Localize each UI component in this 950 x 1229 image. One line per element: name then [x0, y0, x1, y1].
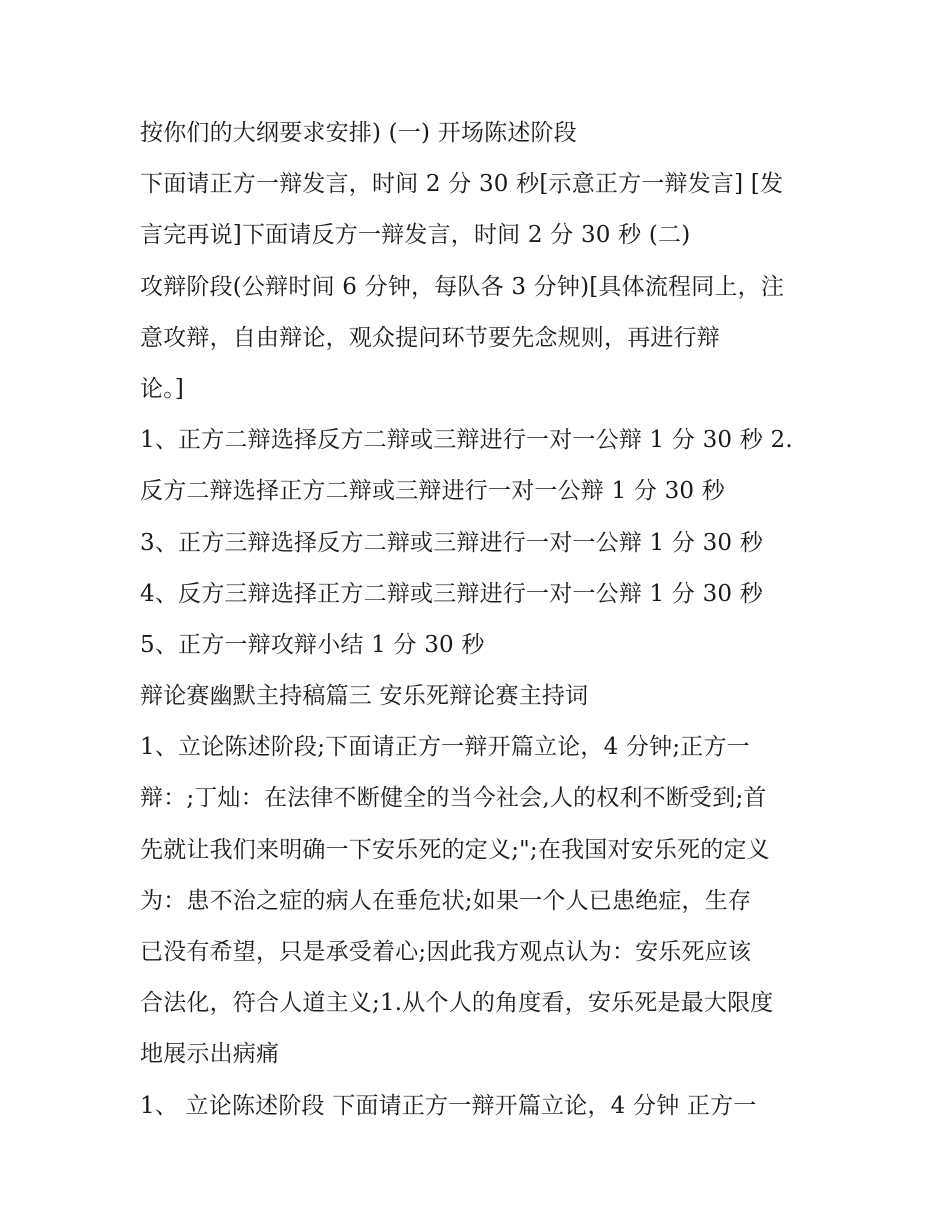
text-line: 论。]: [140, 375, 185, 402]
text-line: 言完再说]下面请反方一辩发言，时间 2 分 30 秒 (二): [140, 222, 691, 249]
text-line: 4、反方三辩选择正方二辩或三辩进行一对一公辩 1 分 30 秒: [140, 580, 763, 607]
text-line: 先就让我们来明确一下安乐死的定义;";在我国对安乐死的定义: [140, 836, 770, 863]
text-line: 地展示出病痛: [140, 1041, 280, 1068]
text-line: 合法化，符合人道主义;1.从个人的角度看，安乐死是最大限度: [140, 990, 774, 1017]
text-line: 1、正方二辩选择反方二辩或三辩进行一对一公辩 1 分 30 秒 2.: [140, 427, 793, 454]
text-line: 5、正方一辩攻辩小结 1 分 30 秒: [140, 631, 485, 658]
document-body: [140, 108, 820, 1132]
text-line: 3、正方三辩选择反方二辩或三辩进行一对一公辩 1 分 30 秒: [140, 529, 763, 556]
text-line: 攻辩阶段(公辩时间 6 分钟，每队各 3 分钟)[具体流程同上，注: [140, 273, 785, 300]
text-line: 1、 立论陈述阶段 下面请正方一辩开篇立论，4 分钟 正方一: [140, 1092, 757, 1119]
text-line: 已没有希望，只是承受着心;因此我方观点认为：安乐死应该: [140, 939, 752, 965]
section-heading: 辩论赛幽默主持稿篇三 安乐死辩论赛主持词: [140, 683, 589, 710]
text-line: 为：患不治之症的病人在垂危状;如果一个人已患绝症，生存: [140, 887, 752, 914]
text-line: 反方二辩选择正方二辩或三辩进行一对一公辩 1 分 30 秒: [140, 478, 725, 505]
text-line: 按你们的大纲要求安排) (一) 开场陈述阶段: [140, 120, 577, 146]
text-line: 下面请正方一辩发言，时间 2 分 30 秒[示意正方一辩发言] [发: [140, 171, 784, 198]
text-line: 意攻辩，自由辩论，观众提问环节要先念规则，再进行辩: [140, 324, 720, 351]
text-line: 1、立论陈述阶段;下面请正方一辩开篇立论，4 分钟;正方一: [140, 734, 750, 761]
text-line: 辩：;丁灿：在法律不断健全的当今社会,人的权利不断受到;首: [140, 785, 767, 812]
